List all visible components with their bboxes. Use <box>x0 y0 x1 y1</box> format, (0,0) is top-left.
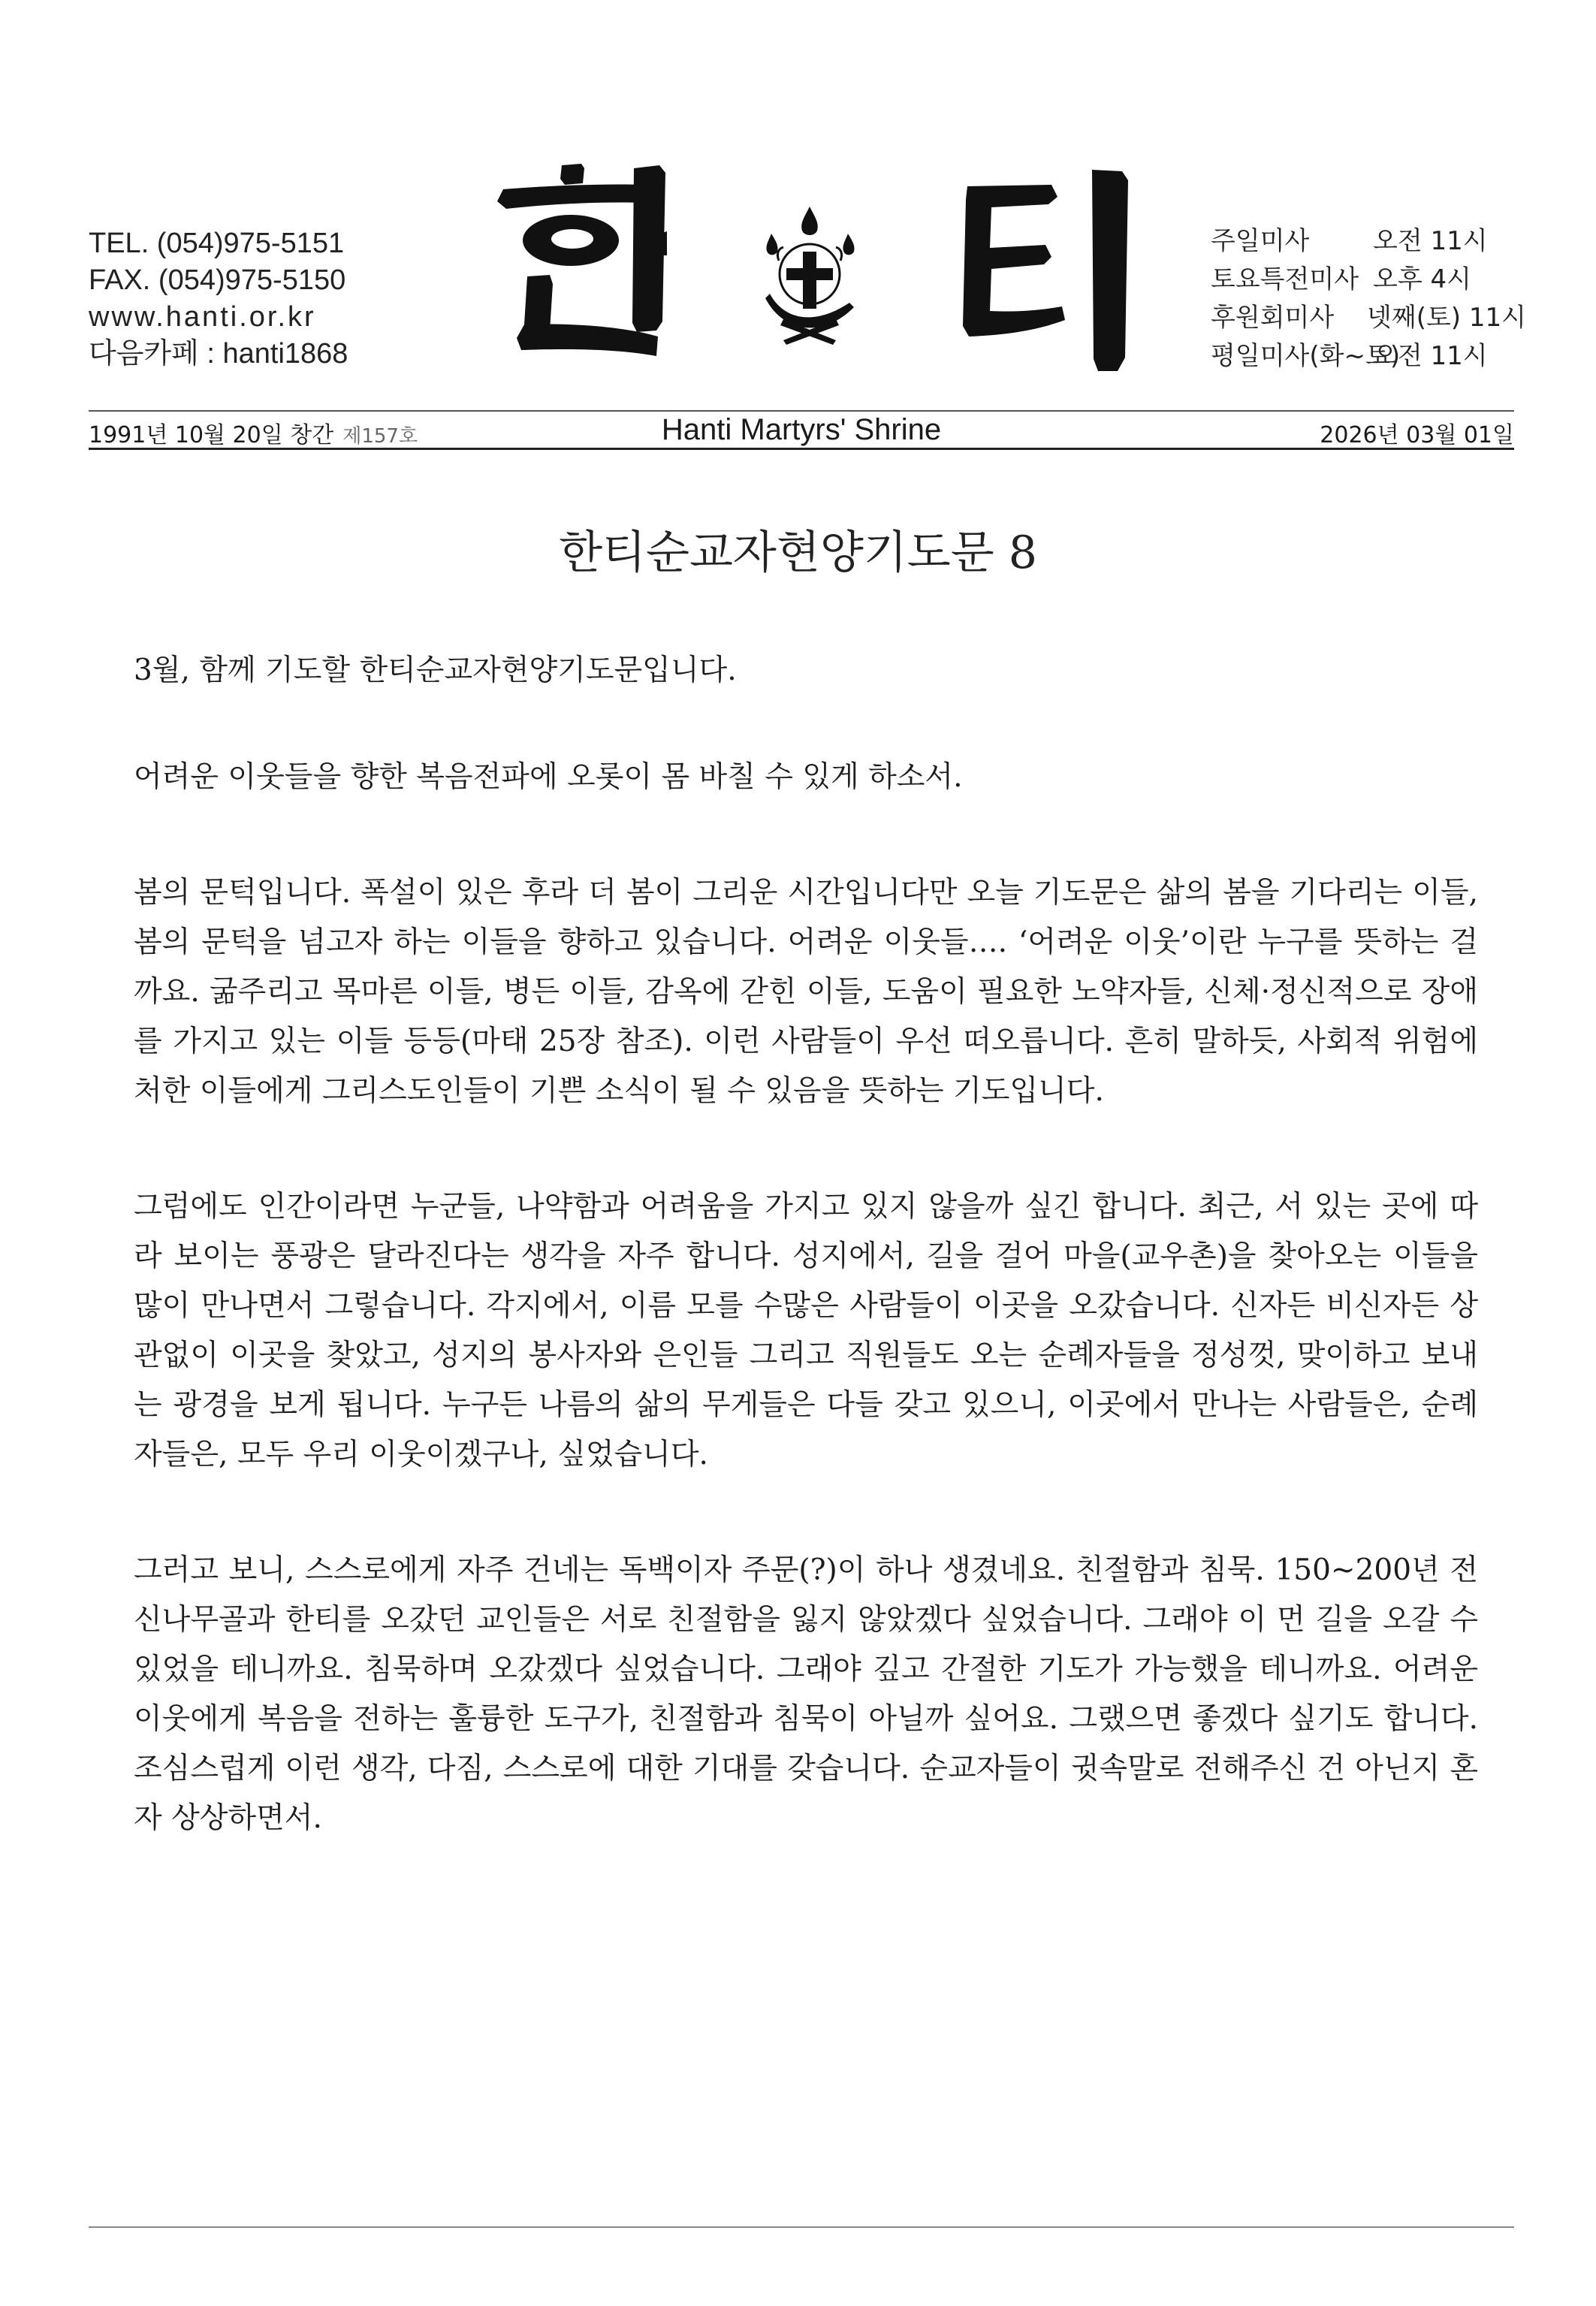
contact-info <box>89 225 404 373</box>
schedule-time: 넷째(토) 11시 <box>1367 303 1526 333</box>
daum-cafe: 다음카페 : hanti1868 <box>89 338 348 370</box>
schedule-label <box>1211 261 1368 299</box>
article-body <box>134 646 1478 1843</box>
shrine-emblem-icon <box>753 207 866 349</box>
article-paragraph: 그러고 보니, 스스로에게 자주 건네는 독백이자 주문(?)이 하나 생겼네요. 친절함과 침묵. 150~200년 전 신나무골과 한티를 오갔던 교인들은 서로 친절함을 잃지 않았겠다 싶었습니다. 그래야 이 먼 길을 오갈 수 있었을 테니까요. 침묵하며 오갔겠다 싶었습니다. 그래야 깊고 간절한 기도가 가능했을 테니까요. 어려운 이웃에게 복음을 전하는 훌륭한 도구가, 친절함과 침묵이 아닐까 싶어요. 그랬으면 좋겠다 싶기도 합니다. 조심스럽게 이런 생각, 다짐, 스스로에 대한 기대를 갖습니다. 순교자들이 귓속말로 전해주신 건 아닌지 혼자 상상하면서. <box>134 1553 1478 1835</box>
header-rule-top <box>89 410 1514 412</box>
article-paragraph: 어려운 이웃들을 향한 복음전파에 오롯이 몸 바칠 수 있게 하소서. <box>134 760 963 794</box>
schedule-time: 오전 11시 <box>1373 341 1488 371</box>
info-bar <box>89 413 1514 446</box>
schedule-label-text: 주일미사 <box>1211 226 1310 256</box>
schedule-label-text: 토요특전미사 <box>1211 264 1359 294</box>
header-rule-bottom <box>89 448 1514 450</box>
masthead-title-han <box>487 164 667 374</box>
issue-number: 제157호 <box>342 425 418 448</box>
publication-date: 2026년 03월 01일 <box>1320 422 1514 448</box>
phone-number: TEL. (054)975-5151 <box>89 228 345 259</box>
schedule-label <box>1211 222 1368 261</box>
article-paragraph: 3월, 함께 기도할 한티순교자현양기도문입니다. <box>134 653 737 687</box>
founded-text: 1991년 10월 20일 창간 <box>89 422 334 448</box>
schedule-label-text: 후원회미사 <box>1211 303 1335 333</box>
article-paragraph: 봄의 문턱입니다. 폭설이 있은 후라 더 봄이 그리운 시간입니다만 오늘 기도문은 삶의 봄을 기다리는 이들, 봄의 문턱을 넘고자 하는 이들을 향하고 있습니다. 어려운 이웃들…. ‘어려운 이웃’이란 누구를 뜻하는 걸까요. 굶주리고 목마른 이들, 병든 이들, 감옥에 갇힌 이들, 도움이 필요한 노약자들, 신체·정신적으로 장애를 가지고 있는 이들 등등(마태 25장 참조). 이런 사람들이 우선 떠오릅니다. 흔히 말하듯, 사회적 위험에 처한 이들에게 그리스도인들이 기쁜 소식이 될 수 있음을 뜻하는 기도입니다. <box>134 876 1478 1108</box>
schedule-time: 오전 11시 <box>1373 226 1488 256</box>
schedule-label <box>1211 337 1401 376</box>
schedule-label-text: 평일미사(화~토) <box>1211 341 1401 371</box>
footer-rule <box>89 2226 1514 2228</box>
schedule-row-weekday <box>1211 337 1526 376</box>
article-paragraph: 그럼에도 인간이라면 누군들, 나약함과 어려움을 가지고 있지 않을까 싶긴 합니다. 최근, 서 있는 곳에 따라 보이는 풍광은 달라진다는 생각을 자주 합니다. 성지에서, 길을 걸어 마을(교우촌)을 찾아오는 이들을 많이 만나면서 그렇습니다. 각지에서, 이름 모를 수많은 사람들이 이곳을 오갔습니다. 신자든 비신자든 상관없이 이곳을 찾았고, 성지의 봉사자와 은인들 그리고 직원들도 오는 순례자들을 정성껏, 맞이하고 보내는 광경을 보게 됩니다. 누구든 나름의 삶의 무게들은 다들 갖고 있으니, 이곳에서 만나는 사람들은, 순례자들은, 모두 우리 이웃이겠구나, 싶었습니다. <box>134 1190 1478 1471</box>
website-link[interactable]: www.hanti.or.kr <box>89 301 316 333</box>
schedule-row-saturday-vigil <box>1211 261 1526 299</box>
schedule-row-supporters <box>1211 299 1526 337</box>
article-title: 한티순교자현양기도문 8 <box>559 527 1037 579</box>
shrine-name: Hanti Martyrs' Shrine <box>661 413 942 446</box>
mass-schedule <box>1211 222 1526 376</box>
schedule-time: 오후 4시 <box>1373 264 1471 294</box>
masthead-title-ti <box>961 170 1142 373</box>
schedule-label <box>1211 299 1362 337</box>
schedule-row-sunday <box>1211 222 1526 261</box>
fax-number: FAX. (054)975-5150 <box>89 264 346 296</box>
